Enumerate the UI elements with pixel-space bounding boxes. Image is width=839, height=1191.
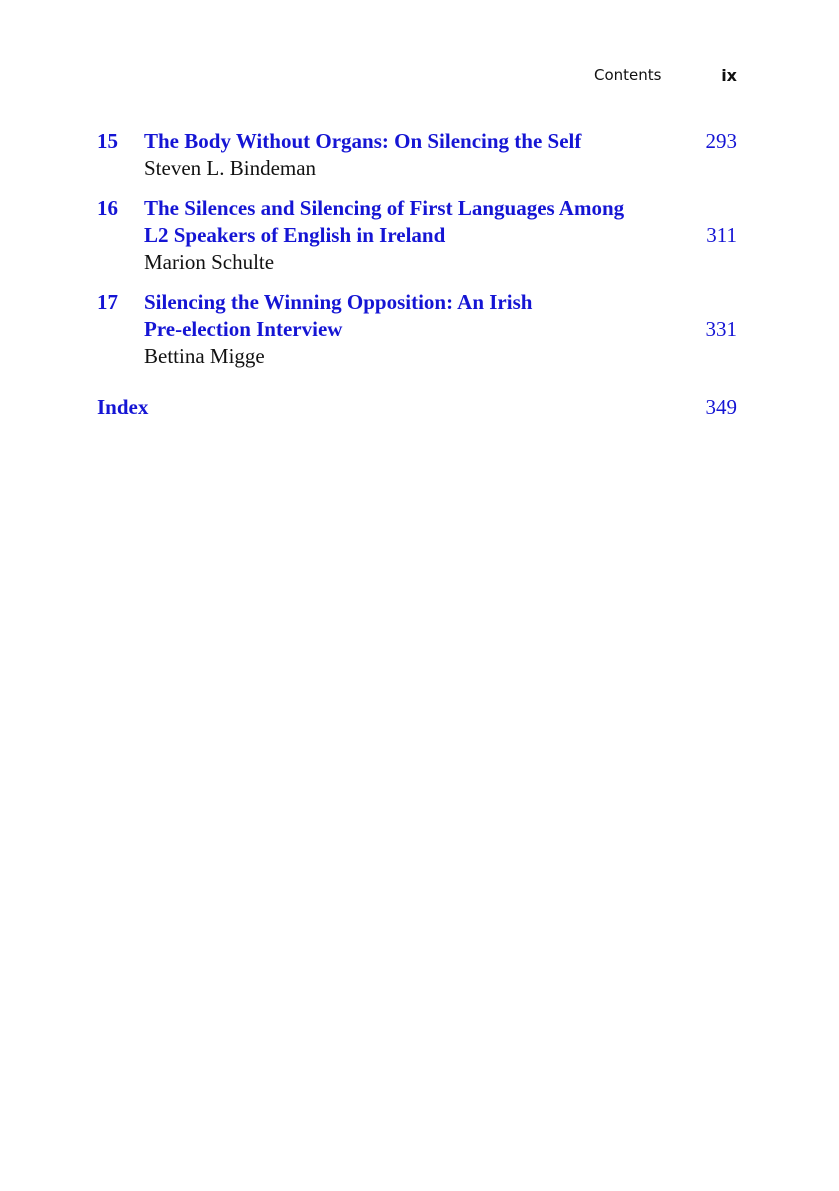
entry-body	[144, 128, 657, 182]
chapter-author: Steven L. Bindeman	[144, 156, 317, 180]
chapter-page-number[interactable]: 331	[705, 317, 737, 341]
chapter-number: 15	[97, 129, 118, 153]
chapter-number: 16	[97, 196, 118, 220]
toc-entry-17[interactable]	[97, 289, 737, 370]
running-head	[0, 66, 839, 88]
entry-body	[144, 195, 657, 276]
chapter-page-number[interactable]: 311	[706, 223, 737, 247]
toc-entry-index[interactable]	[97, 394, 737, 421]
chapter-title-line-2[interactable]: L2 Speakers of English in Ireland	[144, 223, 446, 247]
toc-entry-15[interactable]	[97, 128, 737, 182]
running-head-section: Contents	[594, 66, 662, 84]
chapter-author: Bettina Migge	[144, 344, 265, 368]
running-head-page-number: ix	[721, 66, 737, 85]
chapter-author: Marion Schulte	[144, 250, 275, 274]
chapter-title-line-1[interactable]: The Silences and Silencing of First Languages Among	[144, 196, 625, 220]
entry-body	[144, 289, 657, 370]
chapter-page-number[interactable]: 293	[705, 129, 737, 153]
table-of-contents	[97, 128, 737, 421]
chapter-number: 17	[97, 290, 118, 314]
chapter-title-line-2[interactable]: Pre-election Interview	[144, 317, 343, 341]
chapter-title[interactable]: The Body Without Organs: On Silencing the Self	[144, 129, 582, 153]
chapter-title-line-1[interactable]: Silencing the Winning Opposition: An Irish	[144, 290, 533, 314]
index-page-number[interactable]: 349	[705, 395, 737, 419]
toc-entry-16[interactable]	[97, 195, 737, 276]
index-label[interactable]: Index	[97, 395, 149, 419]
